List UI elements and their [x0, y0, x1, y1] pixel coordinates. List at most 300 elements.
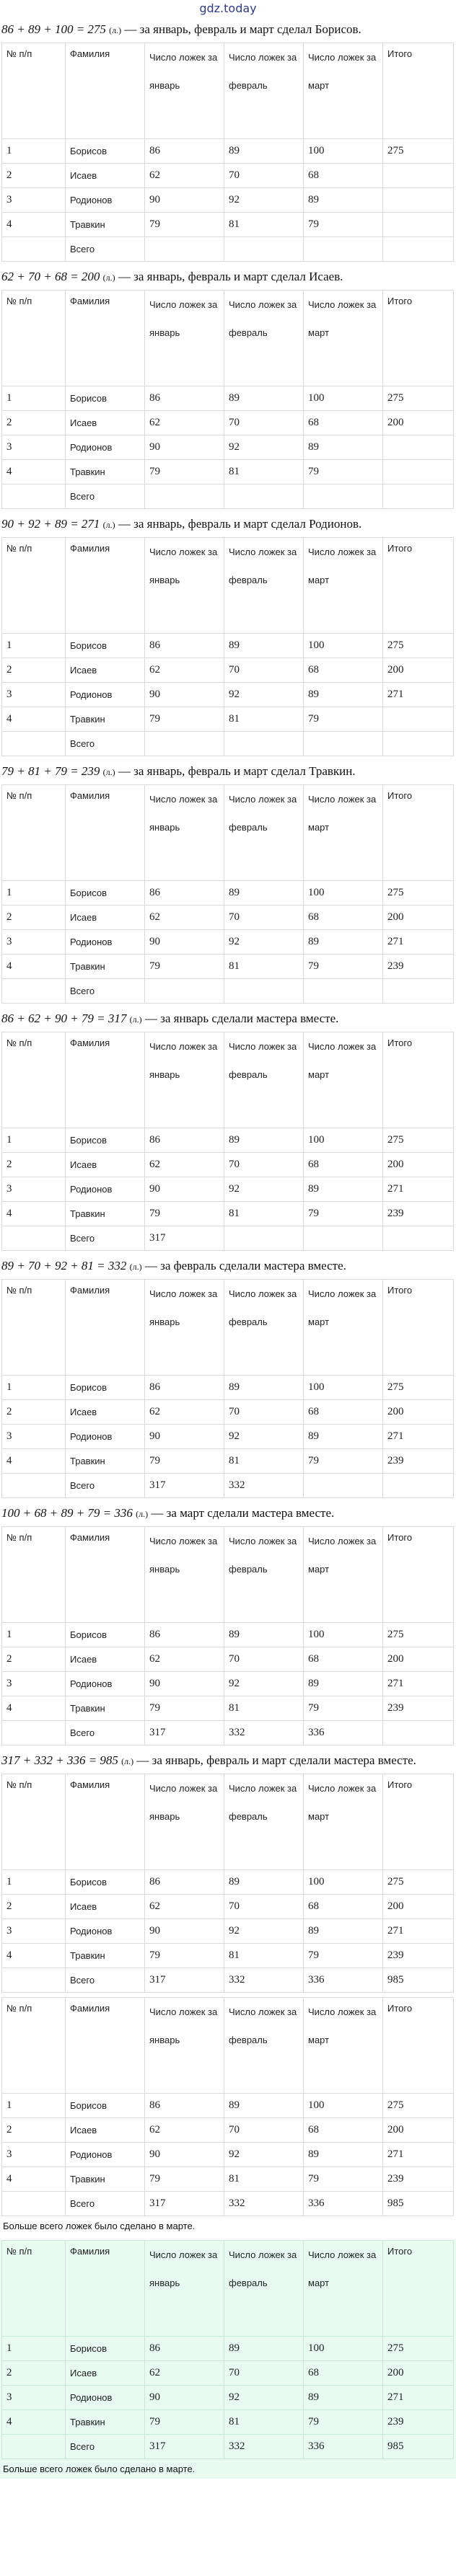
cell-march: 89 — [304, 435, 383, 460]
cell-february: 92 — [224, 2386, 304, 2410]
master-name: Родионов — [66, 930, 145, 955]
cell-january: 86 — [145, 2337, 224, 2361]
header-row — [2, 2241, 454, 2337]
row-number-empty — [2, 2192, 66, 2216]
table-row — [2, 188, 454, 213]
cell-february: 81 — [224, 460, 304, 484]
table-row — [2, 1400, 454, 1425]
cell-total: 275 — [383, 139, 454, 164]
cell-february: 70 — [224, 1153, 304, 1177]
totals-label: Всего — [66, 979, 145, 1004]
cell-february: 70 — [224, 1400, 304, 1425]
cell-total: 275 — [383, 1623, 454, 1647]
totals-label: Всего — [66, 732, 145, 756]
cell-february: 92 — [224, 930, 304, 955]
master-name: Исаев — [66, 164, 145, 188]
row-number: 1 — [2, 386, 66, 411]
spoons-table — [1, 1032, 454, 1251]
cell-march: 100 — [304, 634, 383, 658]
cell-february: 81 — [224, 1944, 304, 1968]
cell-january: 90 — [145, 1672, 224, 1696]
cell-total: 239 — [383, 1944, 454, 1968]
cell-total: 275 — [383, 2337, 454, 2361]
header-january: Число ложек за январь — [145, 2241, 224, 2337]
table-row — [2, 435, 454, 460]
cell-january: 79 — [145, 2410, 224, 2435]
header-row — [2, 1998, 454, 2094]
master-name: Родионов — [66, 2143, 145, 2167]
cell-january: 62 — [145, 658, 224, 683]
cell-march: 89 — [304, 930, 383, 955]
cell-total: 239 — [383, 2167, 454, 2192]
totals-label: Всего — [66, 2435, 145, 2459]
header-num: № п/п — [2, 785, 66, 881]
header-family: Фамилия — [66, 1774, 145, 1870]
cell-january: 86 — [145, 881, 224, 906]
header-total: Итого — [383, 1527, 454, 1623]
cell-january: 62 — [145, 1895, 224, 1919]
master-name: Родионов — [66, 2386, 145, 2410]
master-name: Травкин — [66, 213, 145, 237]
cell-february: 89 — [224, 386, 304, 411]
cell-total: 275 — [383, 2094, 454, 2118]
cell-march: 68 — [304, 1400, 383, 1425]
cell-february: 89 — [224, 1623, 304, 1647]
total-overall: 985 — [383, 1968, 454, 1993]
header-january: Число ложек за январь — [145, 538, 224, 634]
row-number: 1 — [2, 1376, 66, 1400]
cell-january: 79 — [145, 1449, 224, 1474]
total-february — [224, 732, 304, 756]
header-february: Число ложек за февраль — [224, 291, 304, 386]
cell-january: 90 — [145, 683, 224, 707]
header-february: Число ложек за февраль — [224, 1280, 304, 1376]
cell-january: 62 — [145, 2118, 224, 2143]
cell-february: 81 — [224, 2410, 304, 2435]
master-name: Борисов — [66, 2337, 145, 2361]
row-number-empty — [2, 1721, 66, 1745]
cell-january: 90 — [145, 1177, 224, 1202]
total-overall — [383, 484, 454, 509]
cell-march: 79 — [304, 1696, 383, 1721]
total-march — [304, 484, 383, 509]
cell-february: 70 — [224, 411, 304, 435]
master-name: Травкин — [66, 955, 145, 979]
master-name: Исаев — [66, 658, 145, 683]
cell-january: 90 — [145, 1919, 224, 1944]
totals-label: Всего — [66, 1474, 145, 1498]
header-march: Число ложек за март — [304, 1774, 383, 1870]
row-number: 2 — [2, 411, 66, 435]
cell-february: 81 — [224, 2167, 304, 2192]
step-text: — за январь сделали мастера вместе. — [141, 1012, 339, 1025]
table-row — [2, 881, 454, 906]
total-january: 317 — [145, 1474, 224, 1498]
total-february — [224, 979, 304, 1004]
cell-total — [383, 435, 454, 460]
cell-total — [383, 460, 454, 484]
step-equation: 90 + 92 + 89 = 271 — [1, 517, 100, 531]
cell-january: 62 — [145, 2361, 224, 2386]
total-overall: 985 — [383, 2192, 454, 2216]
header-march: Число ложек за март — [304, 785, 383, 881]
row-number: 2 — [2, 2361, 66, 2386]
header-num: № п/п — [2, 1280, 66, 1376]
total-january: 317 — [145, 1226, 224, 1251]
header-total: Итого — [383, 2241, 454, 2337]
unit-label: (л.) — [109, 25, 122, 35]
header-row — [2, 785, 454, 881]
totals-row — [2, 2435, 454, 2459]
spoons-table — [1, 1997, 454, 2216]
table-row — [2, 1202, 454, 1226]
total-march: 336 — [304, 2435, 383, 2459]
cell-march: 68 — [304, 164, 383, 188]
solution-step — [0, 19, 456, 262]
table-row — [2, 2386, 454, 2410]
cell-march: 89 — [304, 2143, 383, 2167]
header-total: Итого — [383, 538, 454, 634]
cell-january: 79 — [145, 213, 224, 237]
cell-february: 89 — [224, 2094, 304, 2118]
totals-row — [2, 979, 454, 1004]
total-february: 332 — [224, 1968, 304, 1993]
solution-step — [0, 1750, 456, 1993]
master-name: Родионов — [66, 435, 145, 460]
cell-january: 86 — [145, 139, 224, 164]
header-row — [2, 538, 454, 634]
cell-march: 100 — [304, 139, 383, 164]
row-number: 3 — [2, 1672, 66, 1696]
master-name: Борисов — [66, 1128, 145, 1153]
header-february: Число ложек за февраль — [224, 1527, 304, 1623]
row-number: 1 — [2, 139, 66, 164]
master-name: Травкин — [66, 2167, 145, 2192]
step-sentence — [0, 761, 456, 783]
cell-march: 89 — [304, 2386, 383, 2410]
totals-row — [2, 2192, 454, 2216]
table-row — [2, 634, 454, 658]
step-equation: 86 + 62 + 90 + 79 = 317 — [1, 1012, 127, 1025]
step-equation: 62 + 70 + 68 = 200 — [1, 270, 100, 283]
cell-march: 100 — [304, 1128, 383, 1153]
total-overall — [383, 1474, 454, 1498]
cell-march: 68 — [304, 658, 383, 683]
cell-february: 89 — [224, 2337, 304, 2361]
step-sentence — [0, 1008, 456, 1030]
table-row — [2, 1870, 454, 1895]
total-overall — [383, 1721, 454, 1745]
totals-label: Всего — [66, 2192, 145, 2216]
row-number-empty — [2, 484, 66, 509]
row-number: 4 — [2, 707, 66, 732]
cell-march: 89 — [304, 1425, 383, 1449]
row-number: 2 — [2, 1400, 66, 1425]
master-name: Борисов — [66, 2094, 145, 2118]
header-january: Число ложек за январь — [145, 785, 224, 881]
cell-march: 79 — [304, 460, 383, 484]
header-total: Итого — [383, 785, 454, 881]
cell-february: 92 — [224, 435, 304, 460]
total-overall — [383, 979, 454, 1004]
cell-february: 89 — [224, 1870, 304, 1895]
total-february: 332 — [224, 1721, 304, 1745]
table-row — [2, 1376, 454, 1400]
cell-march: 68 — [304, 411, 383, 435]
total-march — [304, 237, 383, 262]
row-number-empty — [2, 1474, 66, 1498]
table-row — [2, 1944, 454, 1968]
cell-february: 70 — [224, 1895, 304, 1919]
cell-total: 239 — [383, 1696, 454, 1721]
header-family: Фамилия — [66, 291, 145, 386]
cell-january: 79 — [145, 1202, 224, 1226]
cell-march: 100 — [304, 881, 383, 906]
cell-total: 239 — [383, 2410, 454, 2435]
cell-february: 81 — [224, 1449, 304, 1474]
totals-label: Всего — [66, 237, 145, 262]
master-name: Борисов — [66, 139, 145, 164]
cell-january: 79 — [145, 2167, 224, 2192]
spoons-table — [1, 1526, 454, 1745]
header-february: Число ложек за февраль — [224, 785, 304, 881]
header-num: № п/п — [2, 2241, 66, 2337]
table-row — [2, 658, 454, 683]
step-text: — за январь, февраль и март сделал Исаев. — [115, 270, 343, 283]
cell-january: 86 — [145, 634, 224, 658]
row-number-empty — [2, 1226, 66, 1251]
master-name: Травкин — [66, 460, 145, 484]
row-number: 1 — [2, 1623, 66, 1647]
header-num: № п/п — [2, 291, 66, 386]
table-row — [2, 955, 454, 979]
row-number: 2 — [2, 1153, 66, 1177]
cell-total: 200 — [383, 1647, 454, 1672]
cell-february: 70 — [224, 164, 304, 188]
table-row — [2, 1895, 454, 1919]
row-number: 1 — [2, 634, 66, 658]
cell-january: 90 — [145, 2143, 224, 2167]
cell-february: 89 — [224, 1376, 304, 1400]
header-march: Число ложек за март — [304, 1280, 383, 1376]
master-name: Родионов — [66, 1425, 145, 1449]
cell-january: 86 — [145, 1623, 224, 1647]
cell-march: 100 — [304, 1870, 383, 1895]
total-overall — [383, 732, 454, 756]
cell-january: 90 — [145, 435, 224, 460]
cell-january: 90 — [145, 188, 224, 213]
master-name: Травкин — [66, 1449, 145, 1474]
total-february — [224, 237, 304, 262]
header-total: Итого — [383, 43, 454, 139]
step-equation: 100 + 68 + 89 + 79 = 336 — [1, 1506, 133, 1520]
unit-label: (л.) — [136, 1509, 149, 1519]
row-number: 3 — [2, 930, 66, 955]
row-number: 4 — [2, 955, 66, 979]
header-february: Число ложек за февраль — [224, 538, 304, 634]
cell-january: 79 — [145, 1944, 224, 1968]
cell-march: 79 — [304, 2167, 383, 2192]
totals-row — [2, 732, 454, 756]
cell-january: 86 — [145, 1376, 224, 1400]
cell-total: 271 — [383, 1177, 454, 1202]
step-sentence — [0, 1255, 456, 1278]
total-february — [224, 1226, 304, 1251]
spoons-table — [1, 290, 454, 509]
row-number: 4 — [2, 1944, 66, 1968]
solution-step — [0, 1502, 456, 1745]
row-number: 1 — [2, 2094, 66, 2118]
header-january: Число ложек за январь — [145, 1280, 224, 1376]
total-february: 332 — [224, 2435, 304, 2459]
master-name: Травкин — [66, 1696, 145, 1721]
cell-total: 271 — [383, 2143, 454, 2167]
row-number: 3 — [2, 1177, 66, 1202]
header-row — [2, 291, 454, 386]
cell-total: 200 — [383, 2118, 454, 2143]
cell-january: 62 — [145, 411, 224, 435]
header-total: Итого — [383, 1032, 454, 1128]
cell-february: 92 — [224, 1425, 304, 1449]
row-number-empty — [2, 979, 66, 1004]
cell-february: 81 — [224, 955, 304, 979]
step-text: — за февраль сделали мастера вместе. — [141, 1259, 346, 1272]
header-family: Фамилия — [66, 1527, 145, 1623]
table-row — [2, 1647, 454, 1672]
cell-march: 68 — [304, 2361, 383, 2386]
table-row — [2, 213, 454, 237]
cell-january: 79 — [145, 460, 224, 484]
solution-step — [0, 1008, 456, 1251]
header-family: Фамилия — [66, 785, 145, 881]
total-march — [304, 979, 383, 1004]
header-january: Число ложек за январь — [145, 43, 224, 139]
conclusion-text: Больше всего ложек было сделано в марте. — [3, 2464, 196, 2474]
spoons-table — [1, 43, 454, 262]
cell-march: 100 — [304, 1623, 383, 1647]
cell-january: 90 — [145, 2386, 224, 2410]
totals-row — [2, 1226, 454, 1251]
unit-label: (л.) — [102, 520, 115, 530]
cell-total — [383, 213, 454, 237]
cell-total: 200 — [383, 1400, 454, 1425]
cell-march: 79 — [304, 2410, 383, 2435]
cell-february: 70 — [224, 906, 304, 930]
table-row — [2, 1449, 454, 1474]
cell-february: 92 — [224, 188, 304, 213]
step-sentence — [0, 19, 456, 41]
row-number: 3 — [2, 1425, 66, 1449]
cell-january: 62 — [145, 1400, 224, 1425]
cell-january: 62 — [145, 1153, 224, 1177]
row-number: 2 — [2, 658, 66, 683]
header-num: № п/п — [2, 1527, 66, 1623]
row-number: 1 — [2, 1128, 66, 1153]
master-name: Борисов — [66, 1623, 145, 1647]
cell-february: 81 — [224, 1202, 304, 1226]
unit-label: (л.) — [129, 1262, 142, 1272]
table-row — [2, 1425, 454, 1449]
total-january: 317 — [145, 2435, 224, 2459]
header-family: Фамилия — [66, 538, 145, 634]
master-name: Исаев — [66, 1647, 145, 1672]
header-february: Число ложек за февраль — [224, 1032, 304, 1128]
cell-february: 81 — [224, 213, 304, 237]
unit-label: (л.) — [121, 1756, 134, 1766]
totals-label: Всего — [66, 1721, 145, 1745]
table-row — [2, 906, 454, 930]
header-family: Фамилия — [66, 1280, 145, 1376]
cell-february: 89 — [224, 634, 304, 658]
total-march: 336 — [304, 1968, 383, 1993]
total-overall — [383, 237, 454, 262]
master-name: Родионов — [66, 188, 145, 213]
master-name: Борисов — [66, 881, 145, 906]
solution-step — [0, 2240, 456, 2479]
row-number: 4 — [2, 2167, 66, 2192]
cell-march: 79 — [304, 1944, 383, 1968]
total-march: 336 — [304, 2192, 383, 2216]
cell-january: 86 — [145, 386, 224, 411]
cell-january: 90 — [145, 930, 224, 955]
row-number: 1 — [2, 2337, 66, 2361]
step-sentence — [0, 266, 456, 288]
header-january: Число ложек за январь — [145, 1998, 224, 2094]
cell-total: 271 — [383, 2386, 454, 2410]
cell-total: 275 — [383, 386, 454, 411]
table-row — [2, 2361, 454, 2386]
total-march — [304, 732, 383, 756]
cell-total: 200 — [383, 906, 454, 930]
row-number: 3 — [2, 188, 66, 213]
cell-march: 100 — [304, 2337, 383, 2361]
master-name: Борисов — [66, 634, 145, 658]
solution-step — [0, 1997, 456, 2236]
table-row — [2, 1919, 454, 1944]
step-sentence — [0, 1750, 456, 1772]
cell-total: 200 — [383, 411, 454, 435]
row-number-empty — [2, 732, 66, 756]
step-text: — за январь, февраль и март сделал Родионов. — [115, 517, 362, 531]
total-january — [145, 732, 224, 756]
cell-march: 100 — [304, 1376, 383, 1400]
table-row — [2, 1696, 454, 1721]
cell-march: 68 — [304, 2118, 383, 2143]
header-num: № п/п — [2, 1774, 66, 1870]
table-row — [2, 2094, 454, 2118]
solution-step — [0, 513, 456, 756]
table-row — [2, 1623, 454, 1647]
total-january: 317 — [145, 2192, 224, 2216]
cell-march: 79 — [304, 955, 383, 979]
header-family: Фамилия — [66, 1998, 145, 2094]
conclusion-text: Больше всего ложек было сделано в марте. — [3, 2221, 196, 2231]
cell-february: 70 — [224, 1647, 304, 1672]
master-name: Травкин — [66, 1202, 145, 1226]
cell-march: 89 — [304, 188, 383, 213]
cell-total — [383, 164, 454, 188]
cell-january: 62 — [145, 1647, 224, 1672]
total-january — [145, 979, 224, 1004]
table-row — [2, 139, 454, 164]
cell-march: 68 — [304, 1153, 383, 1177]
row-number-empty — [2, 237, 66, 262]
solution-step — [0, 266, 456, 509]
row-number: 4 — [2, 1449, 66, 1474]
total-january — [145, 237, 224, 262]
watermark: gdz.today — [199, 1, 257, 15]
total-january: 317 — [145, 1968, 224, 1993]
